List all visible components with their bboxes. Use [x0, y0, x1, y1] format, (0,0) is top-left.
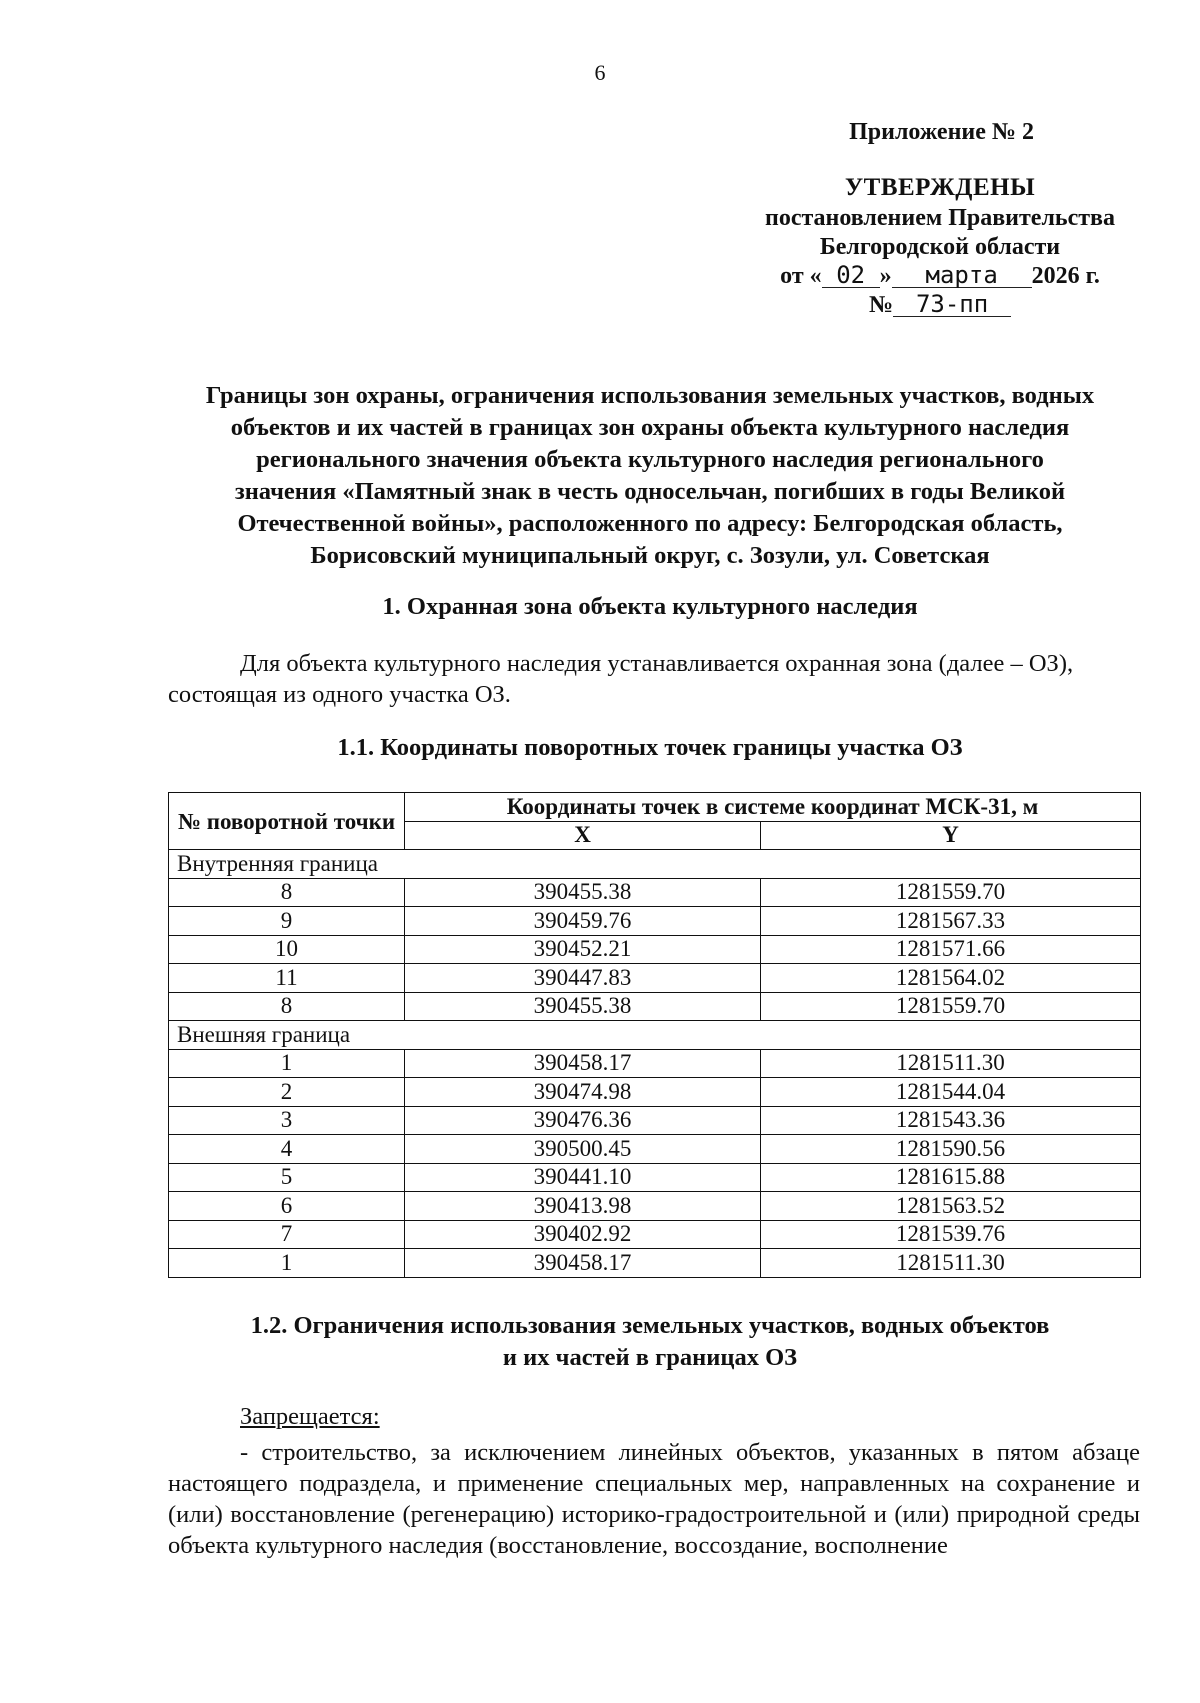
subsection-1-1-heading: 1.1. Координаты поворотных точек границы участка ОЗ	[337, 734, 963, 761]
approval-date-line	[700, 262, 1180, 291]
x-cell: 390459.76	[405, 907, 761, 936]
point-cell: 8	[169, 878, 405, 907]
y-cell: 1281615.88	[761, 1163, 1141, 1192]
y-cell: 1281571.66	[761, 935, 1141, 964]
x-cell: 390455.38	[405, 878, 761, 907]
table-row	[169, 1078, 1141, 1107]
appendix-label: Приложение № 2	[849, 119, 1034, 145]
date-year: 2026 г.	[1031, 263, 1100, 289]
title-line: Границы зон охраны, ограничения использования земельных участков, водных	[205, 382, 1095, 409]
table-row	[169, 992, 1141, 1021]
y-cell: 1281511.30	[761, 1049, 1141, 1078]
y-cell: 1281559.70	[761, 878, 1141, 907]
approved-region-line: Белгородской области	[819, 234, 1061, 260]
table-row	[169, 878, 1141, 907]
paragraph-line: Для объекта культурного наследия устанавливается охранная зона (далее – ОЗ),	[240, 650, 1074, 677]
header-x: X	[405, 821, 761, 850]
approval-number-line	[700, 291, 1180, 320]
title-line: значения «Памятный знак в честь односельчан, погибших в годы Великой	[234, 478, 1066, 505]
prohibited-label: Запрещается:	[240, 1403, 380, 1430]
table-row	[169, 1135, 1141, 1164]
x-cell: 390452.21	[405, 935, 761, 964]
header-point-number: № поворотной точки	[169, 793, 405, 850]
paragraph-line: состоящая из одного участка ОЗ.	[168, 681, 511, 708]
point-cell: 11	[169, 964, 405, 993]
section-1-heading: 1. Охранная зона объекта культурного наследия	[382, 593, 918, 620]
outer-boundary-label: Внешняя граница	[169, 1021, 1141, 1050]
y-cell: 1281564.02	[761, 964, 1141, 993]
table-row	[169, 1049, 1141, 1078]
point-cell: 9	[169, 907, 405, 936]
date-mid: »	[879, 263, 892, 289]
y-cell: 1281559.70	[761, 992, 1141, 1021]
table-row	[169, 1192, 1141, 1221]
title-line: Борисовский муниципальный округ, с. Зозули, ул. Советская	[310, 542, 990, 569]
x-cell: 390447.83	[405, 964, 761, 993]
y-cell: 1281543.36	[761, 1106, 1141, 1135]
x-cell: 390458.17	[405, 1249, 761, 1278]
number-prefix: №	[868, 292, 894, 318]
point-cell: 8	[169, 992, 405, 1021]
title-line: Отечественной войны», расположенного по адресу: Белгородская область,	[237, 510, 1063, 537]
point-cell: 5	[169, 1163, 405, 1192]
approval-block	[700, 118, 1180, 320]
y-cell: 1281511.30	[761, 1249, 1141, 1278]
title-line: регионального значения объекта культурного наследия регионального	[256, 446, 1044, 473]
title-line: объектов и их частей в границах зон охраны объекта культурного наследия	[230, 414, 1070, 441]
y-cell: 1281544.04	[761, 1078, 1141, 1107]
x-cell: 390455.38	[405, 992, 761, 1021]
page-number: 6	[594, 60, 606, 85]
y-cell: 1281590.56	[761, 1135, 1141, 1164]
x-cell: 390500.45	[405, 1135, 761, 1164]
y-cell: 1281563.52	[761, 1192, 1141, 1221]
x-cell: 390402.92	[405, 1220, 761, 1249]
x-cell: 390413.98	[405, 1192, 761, 1221]
x-cell: 390458.17	[405, 1049, 761, 1078]
approval-number: 73-пп	[893, 292, 1011, 317]
heading-line: 1.2. Ограничения использования земельных участков, водных объектов	[250, 1312, 1050, 1339]
point-cell: 3	[169, 1106, 405, 1135]
table-row	[169, 935, 1141, 964]
point-cell: 6	[169, 1192, 405, 1221]
table-row	[169, 1163, 1141, 1192]
table-row	[169, 964, 1141, 993]
document-title	[160, 380, 1140, 572]
point-cell: 7	[169, 1220, 405, 1249]
date-prefix: от «	[780, 263, 822, 289]
header-coordinates: Координаты точек в системе координат МСК-31, м	[405, 793, 1141, 822]
y-cell: 1281567.33	[761, 907, 1141, 936]
date-day: 02	[822, 263, 880, 288]
point-cell: 4	[169, 1135, 405, 1164]
subsection-1-2-heading	[160, 1310, 1140, 1374]
coordinates-table	[168, 792, 1141, 1278]
table-row	[169, 1220, 1141, 1249]
heading-line: и их частей в границах ОЗ	[502, 1344, 798, 1371]
x-cell: 390474.98	[405, 1078, 761, 1107]
table-row	[169, 1249, 1141, 1278]
x-cell: 390441.10	[405, 1163, 761, 1192]
approved-by-line: постановлением Правительства	[764, 205, 1115, 231]
restrictions-text: - строительство, за исключением линейных объектов, указанных в пятом абзаце настоящего подраздела, и применение специальных мер, направленных на сохранение и (или) восстановление (регенерацию) историко-градостроительной и (или) природной среды объекта культурного наследия (восстановление, воссоздание, восполнение	[168, 1439, 1140, 1559]
point-cell: 1	[169, 1249, 405, 1278]
date-month: марта	[892, 263, 1032, 288]
x-cell: 390476.36	[405, 1106, 761, 1135]
inner-boundary-label: Внутренняя граница	[169, 850, 1141, 879]
y-cell: 1281539.76	[761, 1220, 1141, 1249]
restrictions-paragraph	[168, 1437, 1140, 1561]
point-cell: 10	[169, 935, 405, 964]
point-cell: 2	[169, 1078, 405, 1107]
table-row	[169, 1106, 1141, 1135]
point-cell: 1	[169, 1049, 405, 1078]
table-row	[169, 907, 1141, 936]
approved-title: УТВЕРЖДЕНЫ	[844, 174, 1036, 201]
section-1-paragraph	[168, 648, 1140, 710]
header-y: Y	[761, 821, 1141, 850]
